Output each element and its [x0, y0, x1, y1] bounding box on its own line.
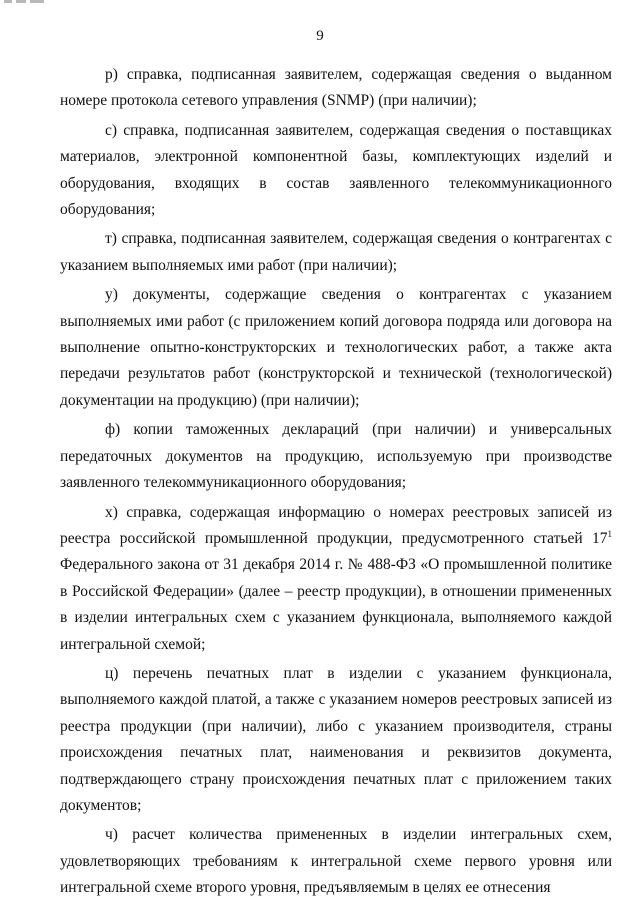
paragraph-ts: ц) перечень печатных плат в изделии с указанием функционала, выполняемого каждой платой, а также с указанием номеров реестровых записей из реестра продукции (при наличии), либо с указанием производителя, страны происхождения печатных плат, наименования и реквизитов документа, подтверждающего страну происхождения печатных плат с приложением таких документов; — [60, 664, 612, 814]
document-body — [60, 62, 612, 905]
paragraph-t: т) справка, подписанная заявителем, содержащая сведения о контрагентах с указанием выполняемых ими работ (при наличии); — [60, 230, 612, 274]
page-number: 9 — [316, 28, 324, 44]
paragraph-kh — [60, 500, 612, 658]
paragraph-f: ф) копии таможенных деклараций (при наличии) и универсальных передаточных документов на продукцию, используемую при производстве заявленного телекоммуникационного оборудования; — [60, 421, 612, 492]
paragraph-s: с) справка, подписанная заявителем, содержащая сведения о поставщиках материалов, электронной компонентной базы, комплектующих изделий и оборудования, входящих в состав заявленного телекоммуникационного оборудования; — [60, 121, 612, 219]
paragraph-r: р) справка, подписанная заявителем, содержащая сведения о выданном номере протокола сетевого управления (SNMP) (при наличии); — [60, 66, 612, 110]
paragraph-kh-text-before: х) справка, содержащая информацию о номерах реестровых записей из реестра российской промышленной продукции, предусмотренного статьей 17 — [60, 503, 612, 547]
paragraph-kh-text-after: Федерального закона от 31 декабря 2014 г. № 488-ФЗ «О промышленной политике в Российской Федерации» (далее – реестр продукции), в отношении примененных в изделии интегральных схем с указанием функционала, выполняемого каждой интегральной схемой; — [60, 556, 612, 653]
superscript-footnote: 1 — [607, 528, 612, 539]
paragraph-u: у) документы, содержащие сведения о контрагентах с указанием выполняемых ими работ (с приложением копий договора подряда или договора на выполнение опытно-конструкторских и технологических работ, а также акта передачи результатов работ (конструкторской и технической (технологической) документации на продукцию) (при наличии); — [60, 286, 612, 409]
paragraph-ch: ч) расчет количества примененных в изделии интегральных схем, удовлетворяющих требованиям к интегральной схеме первого уровня или интегральной схеме второго уровня, предъявляемым в целях ее отнесения — [60, 826, 612, 897]
scan-artifact — [4, 0, 44, 3]
